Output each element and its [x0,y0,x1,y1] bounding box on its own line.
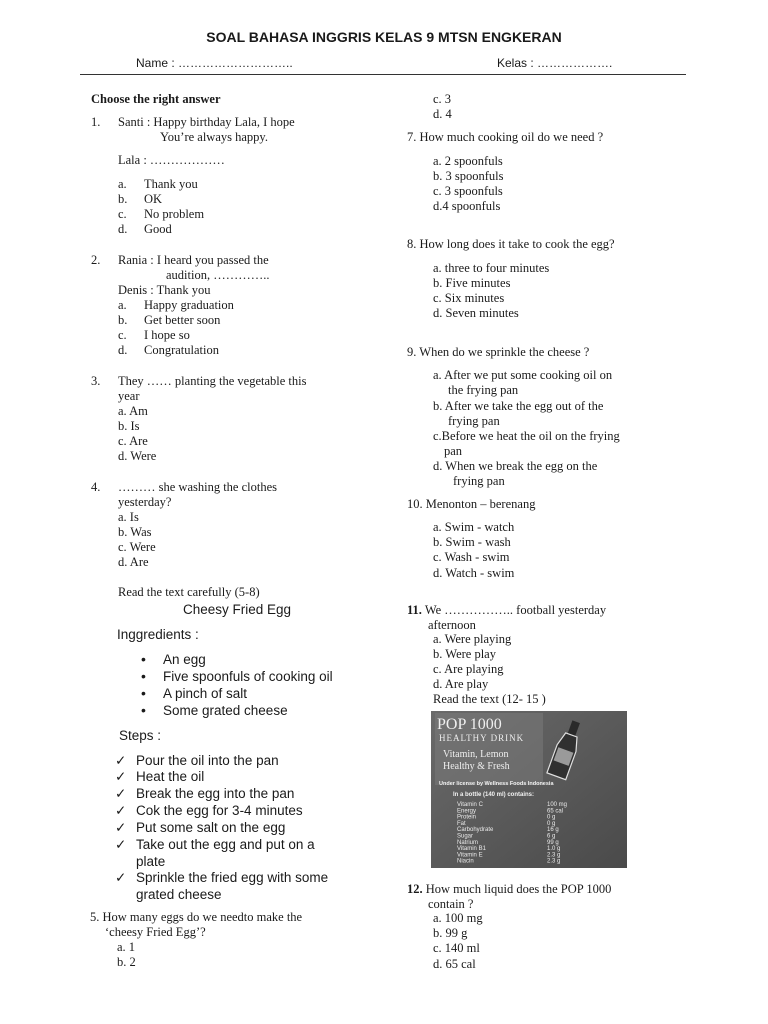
nutrient-value: 65 cal [547,808,564,815]
nutrient-value: 99 g [547,839,559,846]
option-text: Happy graduation [144,298,234,312]
reading-intro: Read the text (12- 15 ) [433,692,546,706]
nutrient-value: 2.3 g [547,858,561,865]
option: b. Is [118,419,140,433]
option-text: Get better soon [144,313,221,327]
option-line: the frying pan [448,383,519,397]
step-item: Take out the egg and put on a [136,837,315,852]
question-text: Santi : Happy birthday Lala, I hope [118,115,295,129]
option: b. Were play [433,647,496,661]
reading-intro: Read the text carefully (5-8) [118,585,260,599]
checkmark-icon: ✓ [115,803,127,818]
option-letter: d. [118,222,128,236]
nutrient-name: Natrium [457,839,479,846]
question-text: How much liquid does the POP 1000 [422,882,612,896]
product-label-photo [431,711,627,868]
nutrient-name: Niacin [457,858,474,865]
checkmark-icon: ✓ [115,753,127,768]
option: d. Are play [433,677,489,691]
option-line: a. After we put some cooking oil on [433,368,613,382]
option: c. Wash - swim [433,550,510,564]
question-text: You’re always happy. [160,130,268,144]
option: c. Were [118,540,156,554]
question-number: 1. [91,115,101,129]
step-item: Put some salt on the egg [136,820,286,835]
nutrient-name: Sugar [457,833,474,840]
option: b. Swim - wash [433,535,511,549]
nutrient-name: Vitamin C [457,802,483,808]
question-number: 11. [407,603,422,617]
question-text: Lala : ……………… [118,153,225,167]
step-item-cont: grated cheese [136,887,222,902]
option: a. Am [118,404,148,418]
nutrient-value: 6 g [547,833,556,840]
nutrient-value: 100 mg [547,802,568,808]
bullet-icon: • [141,668,146,684]
option: d. Are [118,555,149,569]
steps-heading: Steps : [119,728,162,743]
option: d. Were [118,449,157,463]
option: b. 99 g [433,926,468,940]
question-text: contain ? [428,897,474,911]
option: b. 3 spoonfuls [433,169,504,183]
option: d.4 spoonfuls [433,199,501,213]
question-text: 10. Menonton – berenang [407,497,536,511]
recipe-title: Cheesy Fried Egg [183,602,292,617]
tag-text: HEALTHY DRINK [439,733,525,743]
option-text: Congratulation [144,343,219,357]
question-text: ‘cheesy Fried Egg’? [105,925,206,939]
option-text: I hope so [144,328,190,342]
question-number: 4. [91,480,101,494]
option: b. Was [118,525,152,539]
nutrient-value: 2.3 g [547,852,561,859]
option: c. 140 ml [433,941,480,955]
checkmark-icon: ✓ [115,769,127,784]
question-text: 7. How much cooking oil do we need ? [407,130,604,144]
checkmark-icon: ✓ [115,820,127,835]
option-line: pan [444,444,463,458]
checkmark-icon: ✓ [115,837,127,852]
checkmark-icon: ✓ [115,870,127,885]
option-text: OK [144,192,163,206]
step-item: Sprinkle the fried egg with some [136,870,329,885]
header-divider [80,74,686,75]
option-letter: a. [118,177,127,191]
option-letter: b. [118,192,128,206]
question-text: 8. How long does it take to cook the egg? [407,237,615,251]
option-line: b. After we take the egg out of the [433,399,604,413]
question-text: audition, ………….. [166,268,270,282]
option-text: No problem [144,207,205,221]
ingredients-heading: Inggredients : [117,627,199,642]
option-letter: b. [118,313,128,327]
option-line: c.Before we heat the oil on the frying [433,429,620,443]
nutrient-value: 0 g [547,820,556,827]
option-letter: c. [118,328,127,342]
nutrient-name: Vitamin B1 [457,846,486,853]
question-text: year [118,389,140,403]
option-line: frying pan [453,474,505,488]
bullet-icon: • [141,651,146,667]
question-text: We …………….. football yesterday [421,603,607,617]
nutrient-name: Vitamin E [457,852,483,859]
question-text: 9. When do we sprinkle the cheese ? [407,345,590,359]
question-text: Rania : I heard you passed the [118,253,269,267]
question-text: yesterday? [118,495,172,509]
label-graphic [431,711,627,868]
bullet-icon: • [141,685,146,701]
option: b. Five minutes [433,276,511,290]
option: c. Six minutes [433,291,505,305]
question-text: afternoon [428,618,476,632]
option: a. 2 spoonfuls [433,154,503,168]
option: d. 4 [433,107,452,121]
license-text: Under license by Wellness Foods Indonesia [439,781,554,787]
nutrient-value: 1.0 g [547,846,561,853]
slogan-text: Vitamin, Lemon [443,749,509,760]
question-number: 3. [91,374,101,388]
option-letter: c. [118,207,127,221]
option: a. Swim - watch [433,520,515,534]
ingredient-item: Five spoonfuls of cooking oil [163,669,333,684]
option: a. three to four minutes [433,261,550,275]
nutrient-value: 16 g [547,827,559,834]
option: c. Are playing [433,662,504,676]
ingredient-item: A pinch of salt [163,686,248,701]
option-text: Thank you [144,177,198,191]
ingredient-item: Some grated cheese [163,703,288,718]
option: d. Watch - swim [433,566,515,580]
step-item: Pour the oil into the pan [136,753,279,768]
slogan-text: Healthy & Fresh [443,761,510,772]
instruction: Choose the right answer [91,92,221,106]
option-text: Good [144,222,172,236]
step-item: Heat the oil [136,769,205,784]
step-item-cont: plate [136,854,166,869]
ingredient-item: An egg [163,652,206,667]
kelas-field-label: Kelas : ………………. [497,56,613,70]
option: a. Were playing [433,632,512,646]
option: d. 65 cal [433,957,476,971]
question-text: Denis : Thank you [118,283,211,297]
contains-text: In a bottle (140 ml) contains: [453,792,535,798]
nutrient-name: Protein [457,814,477,821]
option: c. Are [118,434,148,448]
option-letter: d. [118,343,128,357]
question-text: 5. How many eggs do we needto make the [90,910,303,924]
name-field-label: Name : ……………………….. [136,56,293,70]
nutrient-value: 0 g [547,814,556,821]
bullet-icon: • [141,702,146,718]
question-number: 2. [91,253,101,267]
question-text: They …… planting the vegetable this [118,374,307,388]
option: a. 100 mg [433,911,483,925]
option: a. 1 [117,940,136,954]
option: a. Is [118,510,139,524]
step-item: Break the egg into the pan [136,786,295,801]
checkmark-icon: ✓ [115,786,127,801]
option-letter: a. [118,298,127,312]
nutrient-name: Carbohydrate [457,827,494,834]
option-line: d. When we break the egg on the [433,459,598,473]
step-item: Cok the egg for 3-4 minutes [136,803,303,818]
brand-text: POP 1000 [437,716,502,733]
option: c. 3 spoonfuls [433,184,503,198]
question-text: ……… she washing the clothes [118,480,278,494]
page-title: SOAL BAHASA INGGRIS KELAS 9 MTSN ENGKERAN [206,29,562,45]
option: b. 2 [117,955,136,969]
nutrient-name: Fat [457,820,466,827]
nutrient-name: Energy [457,808,477,815]
option-line: frying pan [448,414,500,428]
option: d. Seven minutes [433,306,519,320]
question-number: 12. [407,882,423,896]
option: c. 3 [433,92,452,106]
